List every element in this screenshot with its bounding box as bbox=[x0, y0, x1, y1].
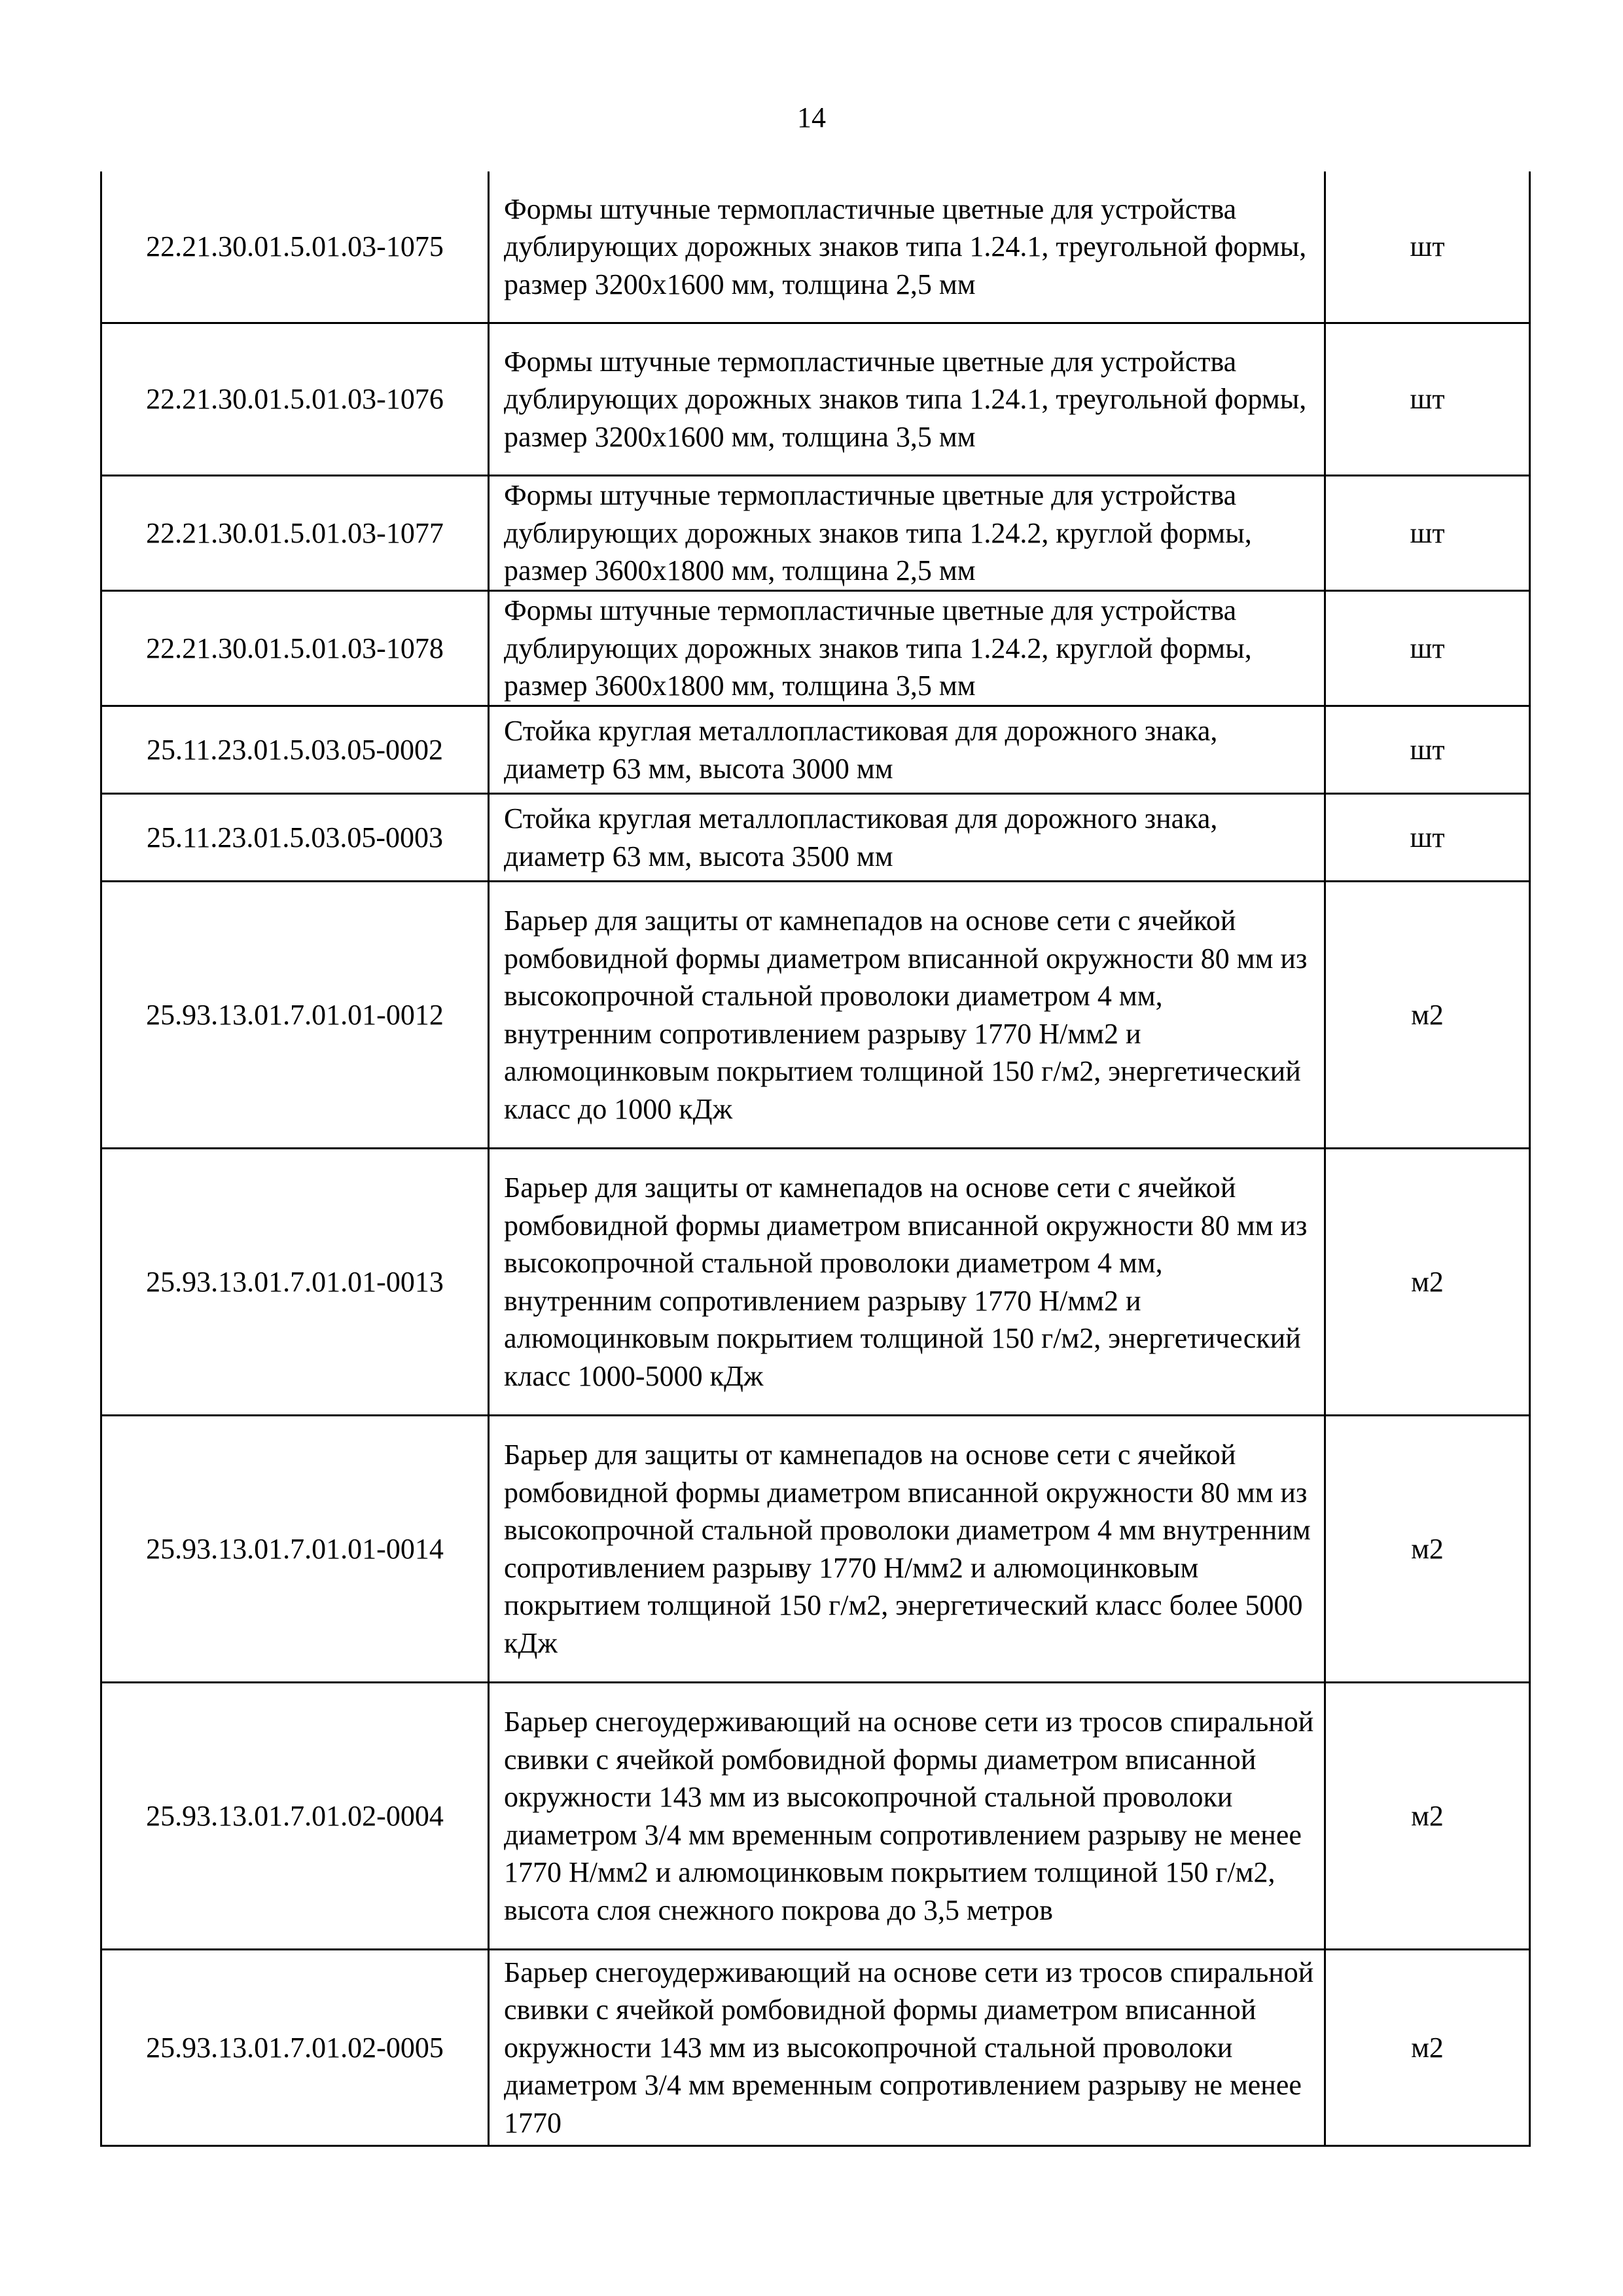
row-code: 25.93.13.01.7.01.01-0012 bbox=[101, 882, 489, 1149]
row-description: Барьер для защиты от камнепадов на основе сети с ячейкой ромбовидной формы диаметром вписанной окружности 80 мм из высокопрочной стальной проволоки диаметром 4 мм внутренним сопротивлением разрыву 1770 Н/мм2 и алюмоцинковым покрытием толщиной 150 г/м2, энергетический класс более 5000 кДж bbox=[489, 1416, 1325, 1683]
table-row bbox=[101, 1950, 1530, 2146]
row-unit: шт bbox=[1325, 591, 1530, 706]
table-row bbox=[101, 476, 1530, 591]
table-row bbox=[101, 1683, 1530, 1950]
row-code: 25.93.13.01.7.01.01-0014 bbox=[101, 1416, 489, 1683]
row-code: 22.21.30.01.5.01.03-1078 bbox=[101, 591, 489, 706]
row-unit: м2 bbox=[1325, 1950, 1530, 2146]
row-unit: шт bbox=[1325, 794, 1530, 882]
row-code: 25.93.13.01.7.01.02-0005 bbox=[101, 1950, 489, 2146]
table-row bbox=[101, 171, 1530, 323]
row-description: Барьер для защиты от камнепадов на основе сети с ячейкой ромбовидной формы диаметром вписанной окружности 80 мм из высокопрочной стальной проволоки диаметром 4 мм, внутренним сопротивлением разрыву 1770 Н/мм2 и алюмоцинковым покрытием толщиной 150 г/м2, энергетический класс до 1000 кДж bbox=[489, 882, 1325, 1149]
row-description: Формы штучные термопластичные цветные для устройства дублирующих дорожных знаков типа 1.24.1, треугольной формы, размер 3200х1600 мм, толщина 2,5 мм bbox=[489, 171, 1325, 323]
table-row bbox=[101, 1416, 1530, 1683]
row-code: 22.21.30.01.5.01.03-1076 bbox=[101, 323, 489, 476]
row-code: 25.11.23.01.5.03.05-0002 bbox=[101, 706, 489, 794]
row-unit: м2 bbox=[1325, 1416, 1530, 1683]
row-unit: шт bbox=[1325, 706, 1530, 794]
row-description: Стойка круглая металлопластиковая для дорожного знака, диаметр 63 мм, высота 3000 мм bbox=[489, 706, 1325, 794]
row-code: 22.21.30.01.5.01.03-1075 bbox=[101, 171, 489, 323]
table-row bbox=[101, 706, 1530, 794]
row-unit: шт bbox=[1325, 476, 1530, 591]
table-row bbox=[101, 882, 1530, 1149]
table-row bbox=[101, 794, 1530, 882]
table-row bbox=[101, 323, 1530, 476]
table-row bbox=[101, 591, 1530, 706]
row-description: Барьер снегоудерживающий на основе сети из тросов спиральной свивки с ячейкой ромбовидной формы диаметром вписанной окружности 143 мм из высокопрочной стальной проволоки диаметром 3/4 мм временным сопротивлением разрыву не менее 1770 Н/мм2 и алюмоцинковым покрытием толщиной 150 г/м2, высота слоя снежного покрова до 3,5 метров bbox=[489, 1683, 1325, 1950]
row-code: 25.93.13.01.7.01.01-0013 bbox=[101, 1149, 489, 1416]
row-description: Формы штучные термопластичные цветные для устройства дублирующих дорожных знаков типа 1.24.2, круглой формы, размер 3600х1800 мм, толщина 3,5 мм bbox=[489, 591, 1325, 706]
row-description: Стойка круглая металлопластиковая для дорожного знака, диаметр 63 мм, высота 3500 мм bbox=[489, 794, 1325, 882]
row-unit: м2 bbox=[1325, 1149, 1530, 1416]
materials-table bbox=[100, 171, 1531, 2147]
row-unit: шт bbox=[1325, 171, 1530, 323]
row-code: 25.93.13.01.7.01.02-0004 bbox=[101, 1683, 489, 1950]
table-row bbox=[101, 1149, 1530, 1416]
row-unit: м2 bbox=[1325, 1683, 1530, 1950]
row-unit: м2 bbox=[1325, 882, 1530, 1149]
row-description: Барьер снегоудерживающий на основе сети из тросов спиральной свивки с ячейкой ромбовидной формы диаметром вписанной окружности 143 мм из высокопрочной стальной проволоки диаметром 3/4 мм временным сопротивлением разрыву не менее 1770 bbox=[489, 1950, 1325, 2146]
page-number: 14 bbox=[797, 101, 826, 134]
row-description: Формы штучные термопластичные цветные для устройства дублирующих дорожных знаков типа 1.24.2, круглой формы, размер 3600х1800 мм, толщина 2,5 мм bbox=[489, 476, 1325, 591]
row-description: Барьер для защиты от камнепадов на основе сети с ячейкой ромбовидной формы диаметром вписанной окружности 80 мм из высокопрочной стальной проволоки диаметром 4 мм, внутренним сопротивлением разрыву 1770 Н/мм2 и алюмоцинковым покрытием толщиной 150 г/м2, энергетический класс 1000-5000 кДж bbox=[489, 1149, 1325, 1416]
row-unit: шт bbox=[1325, 323, 1530, 476]
row-description: Формы штучные термопластичные цветные для устройства дублирующих дорожных знаков типа 1.24.1, треугольной формы, размер 3200х1600 мм, толщина 3,5 мм bbox=[489, 323, 1325, 476]
row-code: 25.11.23.01.5.03.05-0003 bbox=[101, 794, 489, 882]
row-code: 22.21.30.01.5.01.03-1077 bbox=[101, 476, 489, 591]
